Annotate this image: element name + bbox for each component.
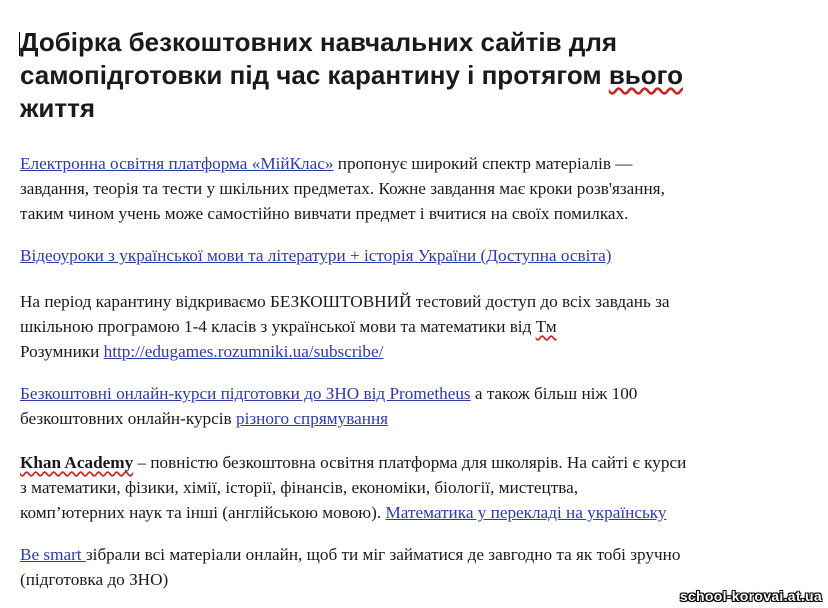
link-various-courses[interactable]: різного спрямування — [235, 409, 389, 428]
spellcheck-word: вього — [608, 60, 684, 90]
link-math-ukrainian[interactable]: Математика у перекладі на українську — [385, 503, 667, 522]
title-line-2: самопідготовки під час карантину і протягом вього — [20, 60, 684, 90]
khan-academy-name: Khan Academy — [20, 453, 134, 472]
spellcheck-word: Тм — [535, 317, 557, 336]
title-line-3: життя — [20, 93, 96, 123]
link-myclass[interactable]: Електронна освітня платформа «МійКлас» — [20, 154, 334, 173]
paragraph-myclass: Електронна освітня платформа «МійКлас» пропонує широкий спектр матеріалів — завдання, теорія та тести у шкільних предметах. Кожне завдання має кроки розв'язання, таким чином учень може самостійно вивчати предмет і вчитися на своїх помилках. — [20, 154, 665, 223]
link-prometheus[interactable]: Безкоштовні онлайн-курси підготовки до ЗНО від Prometheus — [20, 384, 471, 403]
paragraph-rozumniki: На період карантину відкриваємо БЕЗКОШТОВНИЙ тестовий доступ до всіх завдань за шкільною програмою 1-4 класів з української мови та математики від Тм Розумники http://edugames.rozumniki.ua/subscribe/ — [20, 292, 670, 361]
link-edugames[interactable]: http://edugames.rozumniki.ua/subscribe/ — [103, 342, 384, 361]
link-be-smart[interactable]: Be smart — [20, 545, 86, 564]
title-line-1: Добірка безкоштовних навчальних сайтів для — [20, 27, 618, 57]
paragraph-be-smart: Be smart зібрали всі матеріали онлайн, щоб ти міг займатися де завгодно та як тобі зручно (підготовка до ЗНО) — [20, 545, 681, 589]
page-title — [20, 26, 800, 125]
link-videolessons[interactable]: Відеоуроки з української мови та літератури + історія України (Доступна освіта) — [20, 246, 612, 265]
site-watermark: school-korovai.at.ua — [679, 588, 822, 604]
paragraph-prometheus: Безкоштовні онлайн-курси підготовки до ЗНО від Prometheus а також більш ніж 100 безкоштовних онлайн-курсів різного спрямування — [20, 384, 638, 428]
paragraph-khan-academy: Khan Academy – повністю безкоштовна освітня платформа для школярів. На сайті є курси з математики, фізики, хімії, історії, фінансів, економіки, біології, мистецтва, комп’ютерних наук та інші (англійською мовою). Математика у перекладі на українську — [20, 453, 687, 522]
paragraph-videolessons — [20, 243, 820, 268]
